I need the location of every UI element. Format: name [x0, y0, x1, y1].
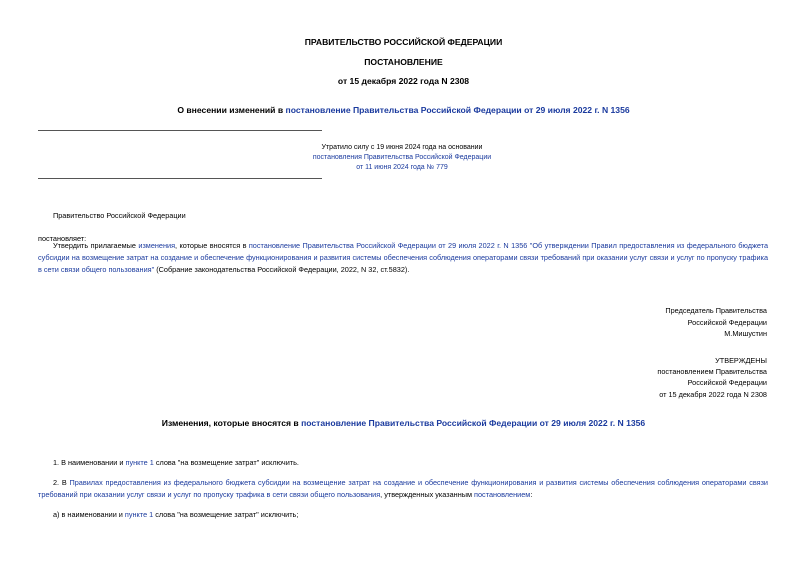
main-paragraph-text2: , которые вносятся в: [175, 241, 249, 250]
change-item-1: [53, 458, 299, 467]
government-name: ПРАВИТЕЛЬСТВО РОССИЙСКОЙ ФЕДЕРАЦИИ: [304, 37, 503, 47]
change-item-2-text2: , утвержденных указанным: [380, 490, 475, 500]
signature-block: [665, 305, 767, 340]
change-item-3-text1: а) в наименовании и: [53, 510, 125, 519]
expiry-note: [242, 143, 562, 174]
signature-line2: Российской Федерации: [687, 317, 767, 327]
changes-title-link[interactable]: постановление Правительства Российской Федерации от 29 июля 2022 г. N 1356: [301, 418, 646, 428]
resolution-ref-link[interactable]: постановлением: [474, 490, 531, 500]
change-item-3-text2: слова "на возмещение затрат" исключить;: [153, 510, 299, 519]
preamble-resolves: постановляет:: [38, 234, 87, 243]
approval-line3: Российской Федерации: [687, 378, 767, 388]
change-item-1-text2: слова "на возмещение затрат" исключить.: [153, 458, 299, 467]
approval-line1: УТВЕРЖДЕНЫ: [715, 356, 767, 365]
changes-title: [0, 418, 807, 428]
expiry-note-link1[interactable]: постановления Правительства Российской Федерации: [312, 154, 492, 162]
change-item-2: [38, 477, 768, 501]
preamble-subject: Правительство Российской Федерации: [53, 211, 186, 220]
change-item-3-link[interactable]: пункте 1: [124, 510, 154, 519]
resolution-link[interactable]: постановление Правительства Российской Федерации от 29 июля 2022 г. N 1356 "Об утверждении Правил предоставления из федерального бюджета субсидии на возмещение затрат на создание и обеспечение функционирования и развития системы обеспечения соблюдения операторами связи требований при оказании услуг связи и услуг по пропуску трафика в сети связи общего пользования": [38, 241, 769, 275]
changes-title-text: Изменения, которые вносятся в: [161, 418, 302, 428]
expiry-note-link2[interactable]: от 11 июня 2024 года № 779: [356, 164, 448, 172]
document-title-link[interactable]: постановление Правительства Российской Федерации от 29 июля 2022 г. N 1356: [285, 105, 630, 115]
change-item-3: [53, 510, 298, 519]
expiry-note-line1: Утратило силу с 19 июня 2024 года на основании: [321, 144, 483, 151]
approval-line4: от 15 декабря 2022 года N 2308: [659, 389, 767, 399]
changes-link[interactable]: изменения: [138, 241, 176, 250]
change-item-1-link[interactable]: пункте 1: [125, 458, 154, 467]
change-item-2-text3: :: [530, 490, 533, 500]
change-item-1-text1: 1. В наименовании и: [53, 458, 126, 467]
approval-block: [657, 355, 767, 400]
change-item-2-text1: 2. В: [53, 478, 70, 487]
divider-top: [38, 130, 322, 131]
main-paragraph: [38, 240, 768, 277]
document-title: [0, 105, 807, 115]
main-paragraph-text3: (Собрание законодательства Российской Федерации, 2022, N 32, ст.5832).: [154, 265, 410, 275]
signature-name: М.Мишустин: [724, 329, 767, 338]
document-title-text: О внесении изменений в: [177, 105, 286, 115]
divider-bottom: [38, 178, 322, 179]
rules-link[interactable]: Правилах предоставления из федерального бюджета субсидии на возмещение затрат на создание и обеспечение функционирования и развития системы обеспечения соблюдения операторами связи требований при оказании услуг связи и услуг по пропуску трафика в сети связи общего пользования: [38, 478, 769, 500]
signature-line1: Председатель Правительства: [665, 306, 767, 315]
main-paragraph-text1: Утвердить прилагаемые: [53, 241, 139, 250]
document-type: ПОСТАНОВЛЕНИЕ: [364, 57, 443, 67]
document-date-number: от 15 декабря 2022 года N 2308: [337, 76, 470, 86]
approval-line2: постановлением Правительства: [657, 367, 767, 377]
